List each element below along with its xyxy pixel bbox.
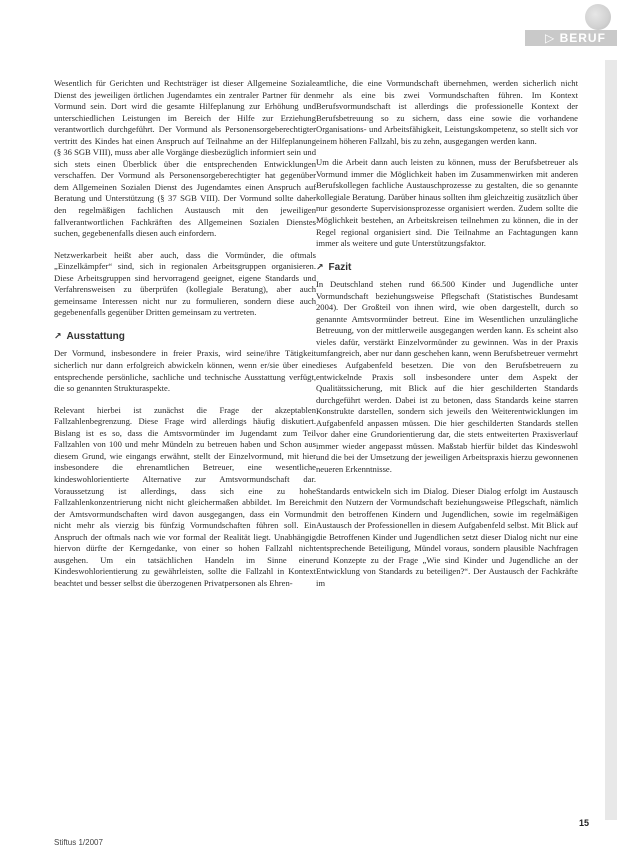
corner-logo-mark xyxy=(585,4,611,30)
heading-text: Fazit xyxy=(328,261,352,273)
left-column xyxy=(54,78,316,599)
paragraph: amtliche, die eine Vormundschaft übernehmen, werden sicherlich nicht mehr als eine bis zwei Vormundschaften führen. Im Kontext Berufsvormundschaft ist allerdings die professionelle Kontext der Berufsbetreuung so zu sichern, dass eine sowie die vorhandene Organisations- und Arbeitsfähigkeit, Leistungskompetenz, so stellt sich vor einem höheren Fallzahl, bis zu zehn, ausgegangen werden kann. xyxy=(316,78,578,146)
arrow-icon: ↗ xyxy=(316,261,324,272)
paragraph: Netzwerkarbeit heißt aber auch, dass die Vormünder, die oftmals „Einzelkämpfer“ sind, sich in regionalen Arbeitsgruppen organisieren. Diese Arbeitsgruppen sind hervorragend geeignet, eigene Standards und Verfahrensweisen zu überprüfen (kollegiale Beratung), aber auch gemeinsame Interessen nicht nur zu formulieren, sondern diese auch gegebenenfalls gegenüber Dritten gemeinsam zu vertreten. xyxy=(54,249,316,318)
section-heading-fazit xyxy=(316,262,578,274)
arrow-icon: ↗ xyxy=(54,330,62,341)
paragraph: Um die Arbeit dann auch leisten zu können, muss der Berufsbetreuer als Vormund immer die Möglichkeit haben im Zusammenwirken mit anderen Berufskollegen fachliche Austauschprozesse zu gestalten, die so genannte kollegiale Beratung. Darüber hinaus sollten ihm gleichzeitig zusätzlich über nur gesonderte Supervisionsprozesse organisiert werden. Zudem sollte die Möglichkeit bestehen, an Arbeitskreisen teilnehmen zu können, die in der Regel regional organisiert sind. Die Teilnahme an Fachtagungen kann immer als weitere und gute Unterstützungsfaktor. xyxy=(316,157,578,249)
paragraph: Wesentlich für Gerichten und Rechtsträger ist dieser Allgemeine Soziale Dienst des jeweiligen örtlichen Jugendamtes ein zentraler Partner für den Vormund sein. Dort wird die gesamte Hilfeplanung zur Erhöhung und unterschiedlichen Leistungen im Bereich der Hilfe zur Erziehung verantwortlich durchgeführt. Der Vormund als Personensorgeberechtigter vertritt des Kindes hat einen Anspruch auf Teilnahme an der Hilfeplanung (§ 36 SGB VIII), muss aber alle Vorgänge diesbezüglich informiert sein und sich stets einen Überblick über die entsprechenden Entwicklungen verschaffen. Der Vormund als Personensorgeberechtigter hat gegenüber dem Allgemeinen Sozialen Dienst des Jugendamtes einen Anspruch auf Beratung und Unterstützung (§ 37 SGB VIII). Der Vormund sollte daher den regelmäßigen fachlichen Austausch mit den jeweiligen fallverantwortlichen Fachkräften des Allgemeinen Sozialen Dienstes suchen, gegebenenfalls diesen auch einfordern. xyxy=(54,78,316,239)
page-number: 15 xyxy=(578,818,589,828)
footer-journal: Stiftus 1/2007 xyxy=(54,838,103,847)
heading-text: Ausstattung xyxy=(66,330,125,342)
paragraph: Standards entwickeln sich im Dialog. Dieser Dialog erfolgt im Austausch mit den Nutzern der Vormundschaft beziehungsweise Pflegschaft, nämlich mit den betroffenen Kindern und Jugendlichen, sowie im regelmäßigen Austausch der Professionellen in diesem Aufgabenfeld selbst. Mit Blick auf die Betroffenen Kinder und Jugendlichen setzt dieser Dialog nicht nur eine entsprechende Beteiligung, Mündel voraus, sondern plausible Nachfragen und Konzepte zu der Frage „Wie sind Kinder und Jugendliche an der Entwicklung von Standards zu beteiligen?“. Der Austausch der Fachkräfte im xyxy=(316,485,578,588)
section-label: ▷ BERUF xyxy=(525,30,617,46)
right-column xyxy=(316,78,578,599)
side-decoration-bar xyxy=(605,60,617,820)
paragraph: Relevant hierbei ist zunächst die Frage der akzeptablen Fallzahlenbegrenzung. Diese Frage wird allerdings häufig diskutiert. Bislang ist es so, dass die Amtsvormünder im Jugendamt zum Teil Fallzahlen von 100 und mehr Mündeln zu betreuen haben und Schon aus diesem Grund, wie eingangs erwähnt, stellt der Einzelvormund, mit hier insbesondere die ehrenamtlichen Betreuer, eine wesentliche kindeswohlorientierte Alternative zur Amtsvormundschaft dar. Voraussetzung ist allerdings, dass sich eine zu hohe Fallzahlenkonzentrierung nicht nicht gleichermaßen abbildet. Im Bereich der Amtsvormundschaften wird davon ausgegangen, dass ein Vormund nicht mehr als vierzig bis fünfzig Vormundschaften führen soll. Ein Anspruch der oftmals nach wie vor formal der Realität liegt. Unabhängig hiervon dürfte der Kerngedanke, von einer so hohen Fallzahl nicht ausgehen. Um ein tatsächlichen Handeln im Sinne einer Kindeswohlorientierung zu gewährleisten, sollte die Fallzahl in Kontext beachtet und besser selbst die überzogenen Privatpersonen als Ehren- xyxy=(54,404,316,588)
paragraph: Der Vormund, insbesondere in freier Praxis, wird seine/ihre Tätigkeit sicherlich nur dann erfolgreich abwickeln können, wenn er/sie über eine entsprechende persönliche, sachliche und technische Ausstattung verfügt, die so genannten Strukturaspekte. xyxy=(54,348,316,394)
paragraph: In Deutschland stehen rund 66.500 Kinder und Jugendliche unter Vormundschaft beziehungsweise Pflegschaft (Statistisches Bundesamt 2004). Der Großteil von ihnen wird, wie oben dargestellt, durch so genannte Amtsvormünder betreut. Eine im Wesentlichen unzulängliche Betreuung, von der mittlerweile ausgegangen werden kann. Es scheint also vieles dafür, verstärkt Einzelvormünder zu gewinnen. Was in der Praxis umfangreich, aber nur dann geschehen kann, wenn Berufsbetreuer vermehrt dieses Aufgabenfeld besetzen. Die von den Berufsbetreuern zu entwickelnde Praxis soll insbesondere unter dem Aspekt der Qualitätssicherung, mit Blick auf die hier geschilderten Standards durchgeführt werden. Dabei ist zu betonen, dass Standards keine starren Konstrukte darstellen, sondern sich jeweils den Weiterentwicklungen im Aufgabenfeld anpassen müssen. Die hier geschilderten Standards stellen vor daher eine Grundorientierung dar, die stets entweiterten Praxisverlauf immer wieder angepasst müssen. Maßstab hierfür bildet das Kindeswohl und die bei der Umsetzung der jeweiligen Arbeitspraxis hierzu gewonnenen neueren Erkenntnisse. xyxy=(316,279,578,474)
section-heading-ausstattung xyxy=(54,331,316,343)
